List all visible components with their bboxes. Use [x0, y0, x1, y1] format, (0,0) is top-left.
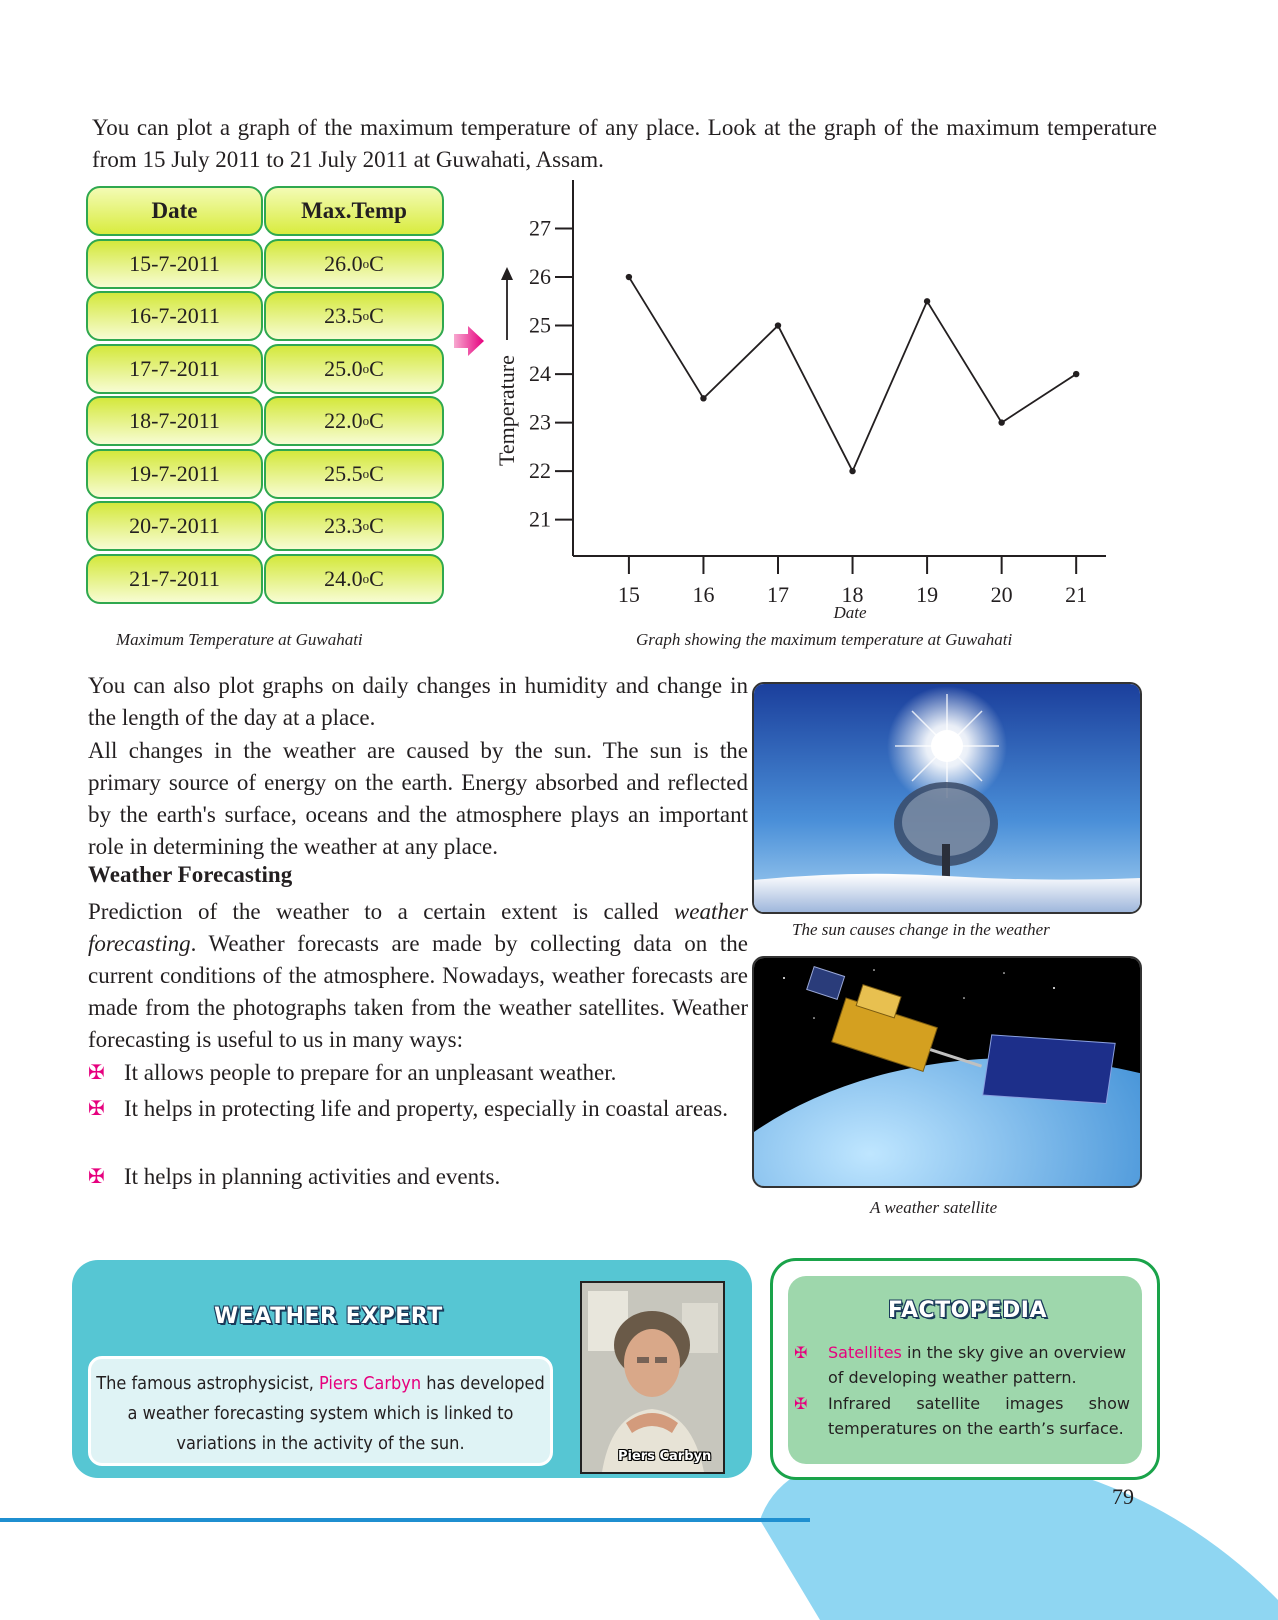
temp-unit: C — [369, 513, 384, 538]
forecasting-text-start: Prediction of the weather to a certain extent is called — [88, 899, 674, 924]
data-point — [924, 298, 930, 304]
cross-bullet-icon: ✠ — [88, 1062, 105, 1084]
temperature-line-chart — [480, 170, 1140, 640]
table-header-maxtemp: Max.Temp — [264, 186, 444, 236]
temp-value: 23.3 — [324, 513, 363, 538]
fact-rest: in the sky give an overview of developing weather pattern. — [828, 1343, 1127, 1387]
table-cell-date: 17-7-2011 — [86, 344, 263, 394]
x-tick-label: 20 — [990, 582, 1013, 607]
cross-bullet-icon: ✠ — [794, 1343, 808, 1362]
data-point — [849, 468, 855, 474]
y-tick-label: 22 — [529, 458, 551, 484]
x-tick-label: 15 — [617, 582, 640, 607]
temp-value: 25.5 — [324, 460, 363, 486]
degree-sign: o — [362, 255, 370, 271]
temp-value: 22.0 — [324, 408, 363, 433]
sun-photo-caption: The sun causes change in the weather — [792, 920, 1050, 939]
temp-unit: C — [369, 303, 384, 328]
bullet-text: It helps in protecting life and property, especially in coastal areas. — [124, 1096, 728, 1121]
table-cell-date: 20-7-2011 — [86, 501, 263, 551]
x-tick-label: 21 — [1065, 582, 1088, 607]
degree-sign: o — [362, 518, 370, 533]
forecasting-text-end: . Weather forecasts are made by collecting data on the current conditions of the atmosphere. Nowadays, weather forecasts are made from the photographs taken from the weather satellites. Weather forecasting is useful to us in many ways: — [88, 931, 748, 1052]
sun-tree-photo — [752, 682, 1142, 914]
weather-expert-title: WEATHER EXPERT — [214, 1304, 443, 1329]
piers-carbyn-photo — [580, 1281, 725, 1474]
bullet-text: It allows people to prepare for an unpleasant weather. — [124, 1060, 617, 1085]
expert-text-start: The famous astrophysicist, — [96, 1373, 320, 1394]
x-tick-label: 17 — [767, 582, 789, 607]
x-axis-label: Date — [833, 603, 867, 622]
temp-value: 25.0 — [324, 355, 363, 381]
list-item — [88, 1093, 748, 1125]
cross-bullet-icon: ✠ — [794, 1394, 808, 1413]
cross-bullet-icon: ✠ — [88, 1166, 105, 1188]
portrait-illustration — [582, 1283, 723, 1472]
fact-highlight: Satellites — [828, 1343, 902, 1362]
temp-value: 26.0 — [324, 250, 363, 276]
weather-expert-text — [88, 1356, 553, 1466]
list-item — [88, 1057, 748, 1089]
paragraph-forecasting — [88, 896, 748, 1056]
y-axis-label: Temperature — [494, 355, 519, 466]
sun-tree-illustration — [754, 684, 1140, 912]
y-tick-label: 27 — [529, 215, 551, 241]
expert-text-end: has developed a weather forecasting system which is linked to variations in the activity of the sun. — [127, 1373, 545, 1454]
fact-text: Infrared satellite images show temperatures on the earth’s surface. — [828, 1394, 1130, 1438]
table-cell-temp — [264, 449, 444, 499]
x-tick-label: 19 — [916, 582, 939, 607]
temp-unit: C — [369, 460, 384, 486]
page-number: 79 — [1112, 1484, 1134, 1509]
degree-sign: o — [362, 360, 370, 376]
cross-bullet-icon: ✠ — [88, 1098, 105, 1120]
paragraph-sun: All changes in the weather are caused by the sun. The sun is the primary source of energy on the earth. Energy absorbed and reflected by the earth's surface, oceans and the atmosphere plays an important role in determining the weather at any place. — [88, 738, 748, 859]
y-tick-label: 25 — [529, 312, 551, 338]
y-tick-label: 23 — [529, 409, 551, 435]
data-point — [626, 274, 632, 280]
degree-sign: o — [362, 465, 370, 481]
bottom-rule — [0, 1518, 810, 1522]
table-cell-temp — [264, 344, 444, 394]
x-tick-label: 18 — [841, 582, 864, 607]
temp-value: 23.5 — [324, 303, 363, 328]
temp-unit: C — [369, 565, 384, 591]
data-point — [1073, 371, 1079, 377]
table-cell-temp — [264, 291, 444, 341]
data-point — [998, 419, 1004, 425]
paragraph-graphs: You can also plot graphs on daily changes in humidity and change in the length of the day at a place. — [88, 673, 748, 730]
table-cell-date: 19-7-2011 — [86, 449, 263, 499]
table-cell-date: 15-7-2011 — [86, 239, 263, 289]
list-item — [794, 1391, 1130, 1441]
y-tick-label: 24 — [529, 361, 551, 387]
forecasting-term: weather forecasting — [88, 899, 748, 956]
degree-sign: o — [362, 308, 370, 323]
satellite-illustration — [754, 958, 1140, 1186]
y-tick-label: 21 — [529, 506, 551, 532]
table-cell-temp — [264, 501, 444, 551]
intro-paragraph: You can plot a graph of the maximum temperature of any place. Look at the graph of the maximum temperature from 15 July 2011 to 21 July 2011 at Guwahati, Assam. — [92, 115, 1157, 172]
data-point — [775, 322, 781, 328]
table-cell-temp — [264, 396, 444, 446]
bullet-text: It helps in planning activities and events. — [124, 1164, 501, 1189]
chart-caption: Graph showing the maximum temperature at Guwahati — [636, 630, 1013, 649]
satellite-photo — [752, 956, 1142, 1188]
photo-name-label: Piers Carbyn — [618, 1449, 712, 1464]
series-line — [629, 277, 1076, 471]
data-point — [700, 395, 706, 401]
degree-sign: o — [362, 570, 370, 586]
table-cell-date: 18-7-2011 — [86, 396, 263, 446]
x-tick-label: 16 — [692, 582, 715, 607]
satellite-photo-caption: A weather satellite — [870, 1198, 998, 1217]
table-cell-temp — [264, 554, 444, 604]
up-arrow-icon — [501, 267, 513, 280]
y-tick-label: 26 — [529, 264, 551, 290]
table-cell-date: 16-7-2011 — [86, 291, 263, 341]
list-item — [88, 1161, 748, 1193]
temp-value: 24.0 — [324, 565, 363, 591]
degree-sign: o — [362, 413, 370, 428]
factopedia-title: FACTOPEDIA — [888, 1298, 1048, 1323]
table-cell-date: 21-7-2011 — [86, 554, 263, 604]
section-heading: Weather Forecasting — [88, 862, 293, 887]
temp-unit: C — [369, 355, 384, 381]
table-cell-temp — [264, 239, 444, 289]
expert-name: Piers Carbyn — [319, 1373, 422, 1394]
temp-unit: C — [369, 250, 384, 276]
temp-unit: C — [369, 408, 384, 433]
table-header-date: Date — [86, 186, 263, 236]
fact-text — [828, 1340, 1130, 1390]
table-caption: Maximum Temperature at Guwahati — [116, 630, 363, 649]
list-item — [794, 1340, 1130, 1390]
